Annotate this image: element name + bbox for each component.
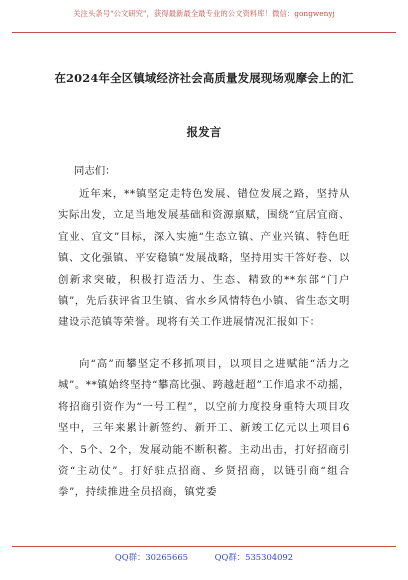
salutation: 同志们： (74, 165, 116, 177)
page-footer (0, 550, 408, 564)
page-header-notice: 关注头条号"公文研究"，获得最新最全最专业的公文资料库！微信：gongwenyj (73, 9, 335, 18)
body-paragraph-2: 向“高”而攀坚定不移抓项目，以项目之进赋能“活力之城”。**镇始终坚持“攀高比强、跨越赶超”工作追求不动摇，将招商引资作为“一号工程”，以空前力度投身重特大项目攻坚中，三年来累计新签约、新开工、新竣工亿元以上项目6个、5个、2个，发展动能不断积蓄。主动出击，打好招商引资“主动仗”。打好驻点招商、乡贤招商，以链引商“组合拳”，持续推进全员招商，镇党委 (58, 358, 350, 499)
footer-qq-group-link-1[interactable]: QQ群：30265665 (114, 552, 188, 562)
footer-qq-group-link-2[interactable]: QQ群：535304092 (214, 552, 294, 562)
header-divider (12, 32, 396, 33)
document-title-line-1: 在2024年全区镇域经济社会高质量发展现场观摩会上的汇 (54, 71, 354, 85)
body-paragraph-1: 近年来，**镇坚定走特色发展、错位发展之路，坚持从实际出发，立足当地发展基础和资源禀赋，围绕“宜居宜商、宜业、宜文”目标，深入实施“生态立镇、产业兴镇、特色旺镇、文化强镇、平安稳镇”发展战略，坚持用实干答好卷、以创新求突破，积极打造活力、生态、精致的**东部“门户镇”，先后获评省卫生镇、省水乡风情特色小镇、省生态文明建设示范镇等荣誉。现将有关工作进展情况汇报如下： (58, 188, 350, 329)
document-title-line-2: 报发言 (186, 125, 222, 139)
footer-divider (12, 546, 396, 547)
